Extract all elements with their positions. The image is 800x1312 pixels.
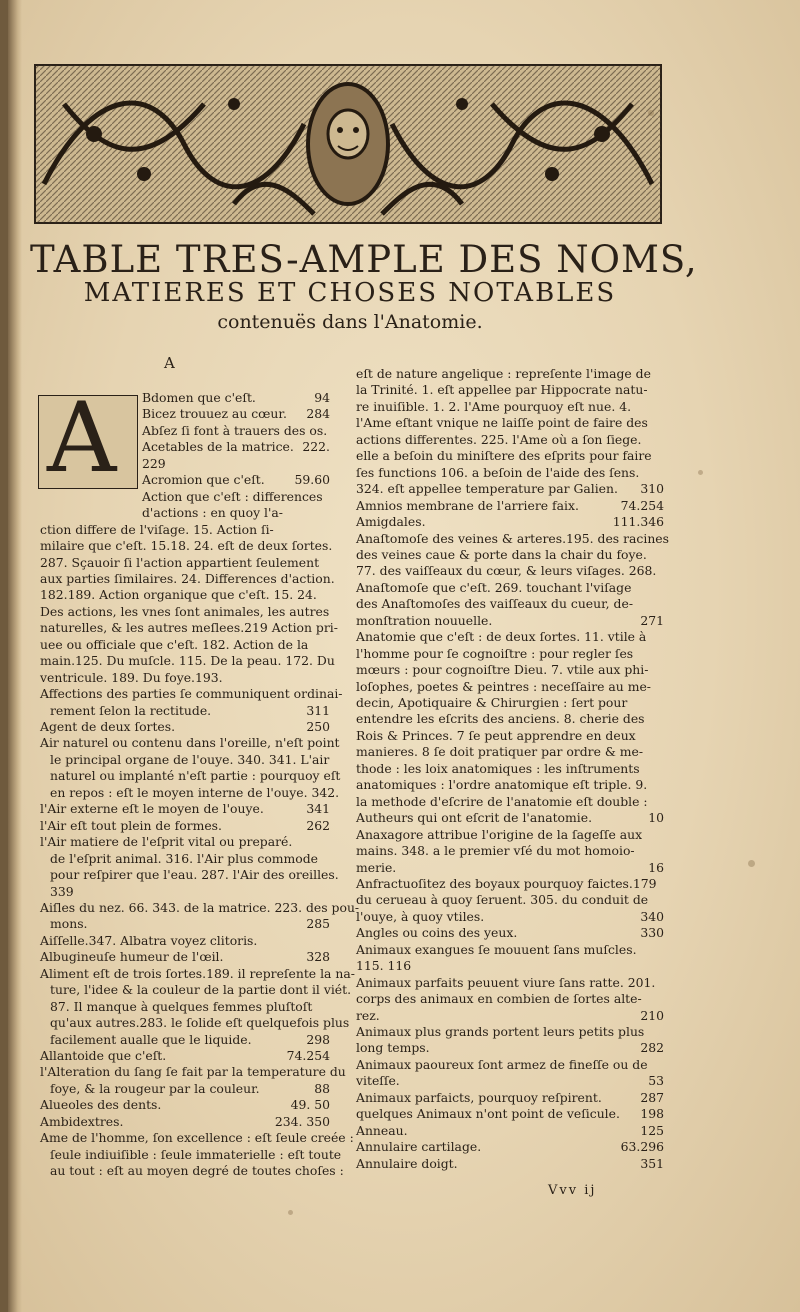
index-entry (40, 1064, 346, 1080)
index-entry (356, 827, 642, 843)
index-entry-text: ventricule. 189. Du foye.193. (40, 669, 223, 685)
index-entry-text: au tout : eſt au moyen degré de toutes choſes : (50, 1163, 344, 1179)
index-entry-text: 339 (50, 883, 74, 899)
index-entry (356, 1024, 644, 1040)
index-entry-text: viteſſe. (356, 1073, 400, 1089)
index-entry-text: Aiſles du nez. 66. 343. de la matrice. 223. des pou- (40, 899, 360, 915)
index-entry-text: des veines caue & porte dans la chair du foye. (356, 546, 647, 562)
index-entry-page-ref: 16 (648, 859, 664, 875)
index-entry-text: Agent de deux ſortes. (40, 719, 176, 734)
index-entry-text: aux parties ſimilaires. 24. Differences d'action. (40, 570, 335, 586)
index-entry-text: entendre les eſcrits des anciens. 8. cherie des (356, 711, 645, 727)
title-line-1: TABLE TRES-AMPLE DES NOMS, (30, 238, 698, 281)
index-entry-text: corps des animaux en combien de ſortes alte- (356, 991, 642, 1007)
index-entry-text: manieres. 8 ſe doit pratiquer par ordre & me- (356, 744, 644, 760)
index-entry (356, 465, 639, 481)
index-entry (142, 423, 327, 439)
index-entry-text: l'Air eſt tout plein de formes. (40, 817, 222, 833)
title-line-2: MATIERES ET CHOSES NOTABLES (83, 278, 617, 308)
index-entry (40, 949, 223, 965)
index-entry (356, 415, 648, 431)
index-entry-text: Angles ou coins des yeux. (356, 925, 518, 941)
index-entry (40, 1048, 166, 1064)
index-entry (356, 613, 492, 629)
index-entry-page-ref: 94 (314, 390, 330, 405)
dropcap-letter: A (47, 382, 117, 494)
index-entry-text: qu'aux autres.283. le ſolide eſt quelquefois plus (50, 1015, 350, 1031)
index-entry (356, 1008, 380, 1024)
index-entry (50, 884, 74, 900)
index-entry-text: elle a beſoin du miniſtere des eſprits pour faire (356, 448, 652, 464)
index-entry-text: merie. (356, 859, 397, 875)
index-entry-page-ref: 198 (640, 1106, 664, 1122)
index-entry-page-ref: 284 (306, 406, 330, 422)
index-entry-text: loſophes, poetes & peintres : neceſſaire au me- (356, 678, 651, 694)
index-entry (356, 975, 655, 991)
index-entry (356, 909, 484, 925)
index-entry (356, 596, 633, 612)
index-entry (356, 761, 640, 777)
index-entry (356, 777, 647, 793)
index-entry (50, 1147, 341, 1163)
index-entry-page-ref: 222. (302, 439, 330, 455)
index-entry (50, 982, 351, 998)
index-entry-text: mons. (50, 916, 88, 932)
index-entry-text: Autheurs qui ont eſcrit de l'anatomie. (356, 810, 593, 826)
index-entry-text: Bicez trouuez au cœur. (142, 406, 287, 422)
index-entry-text: thode : les loix anatomiques : les inſtruments (356, 760, 640, 776)
index-entry-text: de l'eſprit animal. 316. l'Air plus commode (50, 850, 318, 866)
index-entry (50, 1081, 260, 1097)
index-entry-page-ref: 49. 50 (290, 1097, 330, 1113)
index-entry (356, 514, 426, 530)
index-entry-text: mœurs : pour cognoiſtre Dieu. 7. vtile aux phi- (356, 662, 649, 678)
index-entry-text: Ame de l'homme, ſon excellence : eſt ſeule creée : (40, 1130, 354, 1146)
foxing-spot (748, 860, 755, 867)
index-entry (50, 1015, 349, 1031)
index-entry-text: Ambidextres. (40, 1113, 124, 1129)
index-entry-page-ref: 328 (306, 949, 330, 965)
index-entry-page-ref: 88 (314, 1080, 330, 1096)
index-entry-text: l'Air externe eſt le moyen de l'ouye. (40, 801, 264, 817)
index-entry-page-ref: 341 (306, 801, 330, 817)
foxing-spot (288, 1210, 293, 1215)
index-entry-text: ſes functions 106. a beſoin de l'aide des ſens. (356, 464, 640, 480)
index-entry-text: rez. (356, 1007, 380, 1023)
index-entry (356, 366, 651, 382)
index-entry-page-ref: 311 (306, 702, 330, 718)
index-entry (50, 703, 211, 719)
index-entry-text: Albugineuſe humeur de l'œil. (40, 949, 224, 965)
index-entry (356, 1123, 408, 1139)
index-entry-text: re inuiſible. 1. 2. l'Ame pourquoy eſt nue. 4. (356, 398, 632, 414)
index-entry (356, 547, 647, 563)
index-entry (40, 1130, 354, 1146)
index-entry-text: l'homme pour ſe cognoiſtre : pour regler ſes (356, 645, 634, 661)
index-entry-text: Animaux parfaicts, pourquoy reſpirent. (356, 1089, 602, 1105)
index-entry-text: naturel ou implanté n'eſt partie : pourquoy eſt (50, 768, 341, 784)
index-entry (40, 801, 264, 817)
index-entry (50, 768, 340, 784)
index-entry (356, 662, 648, 678)
index-entry (142, 472, 265, 488)
index-entry (356, 580, 631, 596)
index-entry-text: Anfractuoſitez des boyaux pourquoy faictes.179 (356, 875, 657, 891)
index-entry-text: quelques Animaux n'ont point de veſicule. (356, 1106, 620, 1122)
index-entry-text: Air naturel ou contenu dans l'oreille, n'eſt point (40, 735, 340, 751)
index-entry (356, 794, 648, 810)
index-entry (40, 604, 329, 620)
index-entry (356, 382, 648, 398)
index-entry-text: 324. eſt appellee temperature par Galien. (356, 481, 618, 497)
index-entry (50, 867, 339, 883)
index-entry-page-ref: 53 (648, 1073, 664, 1089)
index-entry-text: Aiſſelle.347. Albatra voyez clitoris. (40, 932, 258, 948)
index-entry-text: l'Alteration du ſang ſe fait par la temperature du (40, 1064, 346, 1080)
index-entry-page-ref: 125 (640, 1122, 664, 1138)
index-entry (40, 735, 340, 751)
index-entry-text: foye, & la rougeur par la couleur. (50, 1080, 260, 1096)
index-entry-text: 287. Sçauoir ſi l'action appartient ſeulement (40, 554, 320, 570)
index-entry (356, 399, 631, 415)
index-entry (40, 587, 317, 603)
index-entry (356, 1057, 648, 1073)
index-entry-page-ref: 351 (640, 1155, 664, 1171)
index-entry-text: anatomiques : l'ordre anatomique eſt triple. 9. (356, 777, 648, 793)
index-entry-text: Animaux plus grands portent leurs petits plus (356, 1024, 645, 1039)
index-entry (50, 752, 329, 768)
index-entry-text: la Trinité. 1. eſt appellee par Hippocrate natu- (356, 382, 648, 398)
index-entry-text: l'Air matiere de l'eſprit vital ou preparé. (40, 834, 293, 850)
index-entry (40, 620, 338, 636)
index-entry-text: Amnios membrane de l'arriere faix. (356, 497, 579, 513)
index-entry-text: Animaux exangues ſe mouuent ſans muſcles. (356, 941, 637, 957)
index-entry-text: 77. des vaiſſeaux du cœur, & leurs viſages. 268. (356, 563, 657, 579)
index-entry-text: Action que c'eſt : differences (142, 488, 323, 504)
index-entry-text: ture, l'idee & la couleur de la partie dont il viét. (50, 982, 352, 998)
index-entry (40, 653, 335, 669)
index-entry (356, 629, 646, 645)
index-entry (356, 876, 657, 892)
index-entry-text: monſtration nouuelle. (356, 612, 493, 628)
index-entry-text: Anaſtomoſe des veines & arteres.195. des racines (356, 530, 669, 546)
index-entry (40, 670, 223, 686)
index-entry (356, 498, 579, 514)
index-entry-text: 182.189. Action organique que c'eſt. 15. 24. (40, 587, 317, 603)
index-entry-text: Acetables de la matrice. (142, 439, 294, 455)
index-entry-text: ſeule indiuiſible : ſeule immaterielle : eſt toute (50, 1146, 342, 1162)
index-entry (356, 1156, 458, 1172)
index-entry (356, 646, 633, 662)
index-entry-text: Anaxagore attribue l'origine de la ſageſſe aux (356, 826, 643, 842)
index-entry (40, 571, 335, 587)
index-entry-page-ref: 287 (640, 1089, 664, 1105)
index-entry-text: rement ſelon la rectitude. (50, 702, 212, 718)
index-entry (356, 744, 643, 760)
index-entry (40, 966, 355, 982)
index-entry (142, 505, 283, 521)
index-entry (40, 1097, 161, 1113)
index-entry (356, 695, 627, 711)
index-entry-text: eſt de nature angelique : repreſente l'image de (356, 366, 651, 381)
index-entry-text: Anatomie que c'eſt : de deux ſortes. 11. vtile à (356, 629, 647, 645)
index-entry (356, 843, 635, 859)
index-entry (356, 711, 645, 727)
index-entry (356, 1040, 430, 1056)
index-entry-text: Amigdales. (356, 514, 426, 530)
index-entry-page-ref: 74.254 (286, 1048, 330, 1063)
index-entry (356, 810, 592, 826)
index-entry-text: l'ouye, à quoy vtiles. (356, 908, 485, 924)
index-entry (356, 563, 656, 579)
index-entry-page-ref: 234. 350 (274, 1113, 330, 1129)
index-entry-page-ref: 340 (640, 908, 664, 924)
index-entry-page-ref: 10 (648, 810, 664, 826)
index-entry-text: le principal organe de l'ouye. 340. 341. L'air (50, 751, 330, 767)
index-entry (356, 728, 636, 744)
index-entry-text: Annulaire cartilage. (356, 1139, 482, 1155)
index-entry-page-ref: 111.346 (612, 514, 664, 530)
index-entry-text: facilement aualle que le liquide. (50, 1031, 252, 1047)
foxing-spot (648, 110, 654, 116)
index-entry (40, 818, 222, 834)
index-entry-page-ref: 271 (640, 612, 664, 628)
index-entry (40, 538, 332, 554)
index-entry (40, 719, 175, 735)
title-line-3: contenuës dans l'Anatomie. (217, 311, 483, 333)
index-entry (356, 892, 648, 908)
foxing-spot (698, 470, 703, 475)
book-page (8, 0, 800, 1312)
index-entry-text: Des actions, les vnes ſont animales, les autres (40, 603, 330, 619)
index-entry (356, 860, 396, 876)
index-entry (50, 1032, 252, 1048)
index-entry-page-ref: 210 (640, 1007, 664, 1023)
index-entry (356, 448, 652, 464)
signature-mark: Vvv ij (548, 1183, 597, 1198)
index-entry-text: Allantoide que c'eſt. (40, 1048, 167, 1063)
index-entry (50, 851, 318, 867)
index-entry (356, 1106, 620, 1122)
index-entry-text: la methode d'eſcrire de l'anatomie eſt double : (356, 793, 648, 809)
index-entry-text: naturelles, & les autres meſlees.219 Action pri- (40, 620, 338, 636)
dropcap-illustration (38, 382, 138, 494)
page-spine-shadow (8, 0, 22, 1312)
index-entry-text: mains. 348. a le premier vſé du mot homoio- (356, 843, 635, 859)
index-entry (40, 933, 257, 949)
index-entry-text: Annulaire doigt. (356, 1155, 458, 1171)
index-entry-text: 115. 116 (356, 958, 412, 974)
index-entry-text: milaire que c'eſt. 15.18. 24. eſt de deux ſortes. (40, 538, 333, 554)
index-entry-text: Acromion que c'eſt. (142, 472, 265, 488)
index-entry-page-ref: 59.60 (294, 472, 330, 488)
index-entry-text: 229 (142, 455, 166, 471)
index-entry-text: main.125. Du muſcle. 115. De la peau. 172. Du (40, 653, 335, 669)
section-letter: A (164, 354, 175, 372)
index-entry-text: Alueoles des dents. (40, 1097, 162, 1113)
index-entry (40, 522, 274, 538)
index-entry (50, 999, 312, 1015)
index-entry-text: Aliment eſt de trois ſortes.189. il repreſente la na- (40, 965, 355, 981)
index-entry-page-ref: 285 (306, 916, 330, 932)
index-entry-text: uee ou officiale que c'eſt. 182. Action de la (40, 636, 309, 652)
index-entry-text: du cerueau à quoy ſeruent. 305. du conduit de (356, 892, 649, 908)
index-entry-page-ref: 330 (640, 925, 664, 941)
index-entry (40, 555, 319, 571)
index-entry-text: 87. Il manque à quelques femmes pluſtoſt (50, 998, 313, 1014)
index-entry-page-ref: 262 (306, 817, 330, 833)
index-entry-text: Rois & Princes. 7 ſe peut apprendre en deux (356, 727, 636, 743)
index-entry (356, 942, 637, 958)
index-entry (356, 1073, 400, 1089)
index-entry-text: ction differe de l'viſage. 15. Action ſi- (40, 521, 274, 537)
index-entry-page-ref: 310 (640, 481, 664, 497)
index-entry-text: Animaux paoureux ſont armez de fineſſe ou de (356, 1056, 648, 1072)
index-entry (40, 834, 292, 850)
index-entry (50, 1163, 344, 1179)
index-entry (356, 1139, 481, 1155)
index-entry (356, 958, 411, 974)
index-entry (50, 785, 339, 801)
index-entry (40, 686, 342, 702)
index-entry (356, 1090, 602, 1106)
index-entry (50, 916, 88, 932)
index-entry (40, 900, 359, 916)
index-entry (356, 432, 641, 448)
index-entry-text: Animaux parfaits peuuent viure ſans ratte. 201. (356, 974, 656, 990)
index-entry-text: Affections des parties ſe communiquent ordinai- (40, 686, 343, 702)
index-entry (40, 637, 308, 653)
index-entry-page-ref: 74.254 (620, 497, 664, 513)
index-entry-text: Anaſtomoſe que c'eſt. 269. touchant l'viſage (356, 579, 632, 595)
ornamental-headpiece-icon (34, 64, 662, 224)
index-entry-text: Bdomen que c'eſt. (142, 390, 256, 405)
index-entry-text: en repos : eſt le moyen interne de l'ouye. 342. (50, 784, 340, 800)
index-entry (40, 1114, 123, 1130)
index-entry (356, 481, 618, 497)
index-entry-text: long temps. (356, 1040, 430, 1056)
index-entry (142, 390, 256, 406)
index-entry (356, 679, 651, 695)
index-entry-page-ref: 63.296 (620, 1139, 664, 1155)
index-entry-page-ref: 250 (306, 719, 330, 734)
index-entry (356, 925, 517, 941)
index-entry-text: decin, Apotiquaire & Chirurgien : ſert pour (356, 695, 628, 710)
index-entry-text: actions differentes. 225. l'Ame où a ſon ſiege. (356, 431, 642, 447)
index-entry-text: l'Ame eſtant vnique ne laiſſe point de faire des (356, 415, 648, 431)
index-entry-text: Abſez ſi font à trauers des os. (142, 422, 328, 438)
index-entry (356, 531, 669, 547)
index-entry-text: d'actions : en quoy l'a- (142, 505, 283, 521)
index-entry-text: des Anaſtomoſes des vaiſſeaux du cueur, de- (356, 596, 634, 612)
index-entry-text: pour reſpirer que l'eau. 287. l'Air des oreilles. (50, 867, 339, 883)
index-entry-text: Anneau. (356, 1122, 408, 1138)
index-entry (142, 456, 166, 472)
index-entry (356, 991, 642, 1007)
index-entry-page-ref: 298 (306, 1031, 330, 1047)
index-entry-page-ref: 282 (640, 1040, 664, 1056)
index-entry (142, 489, 323, 505)
